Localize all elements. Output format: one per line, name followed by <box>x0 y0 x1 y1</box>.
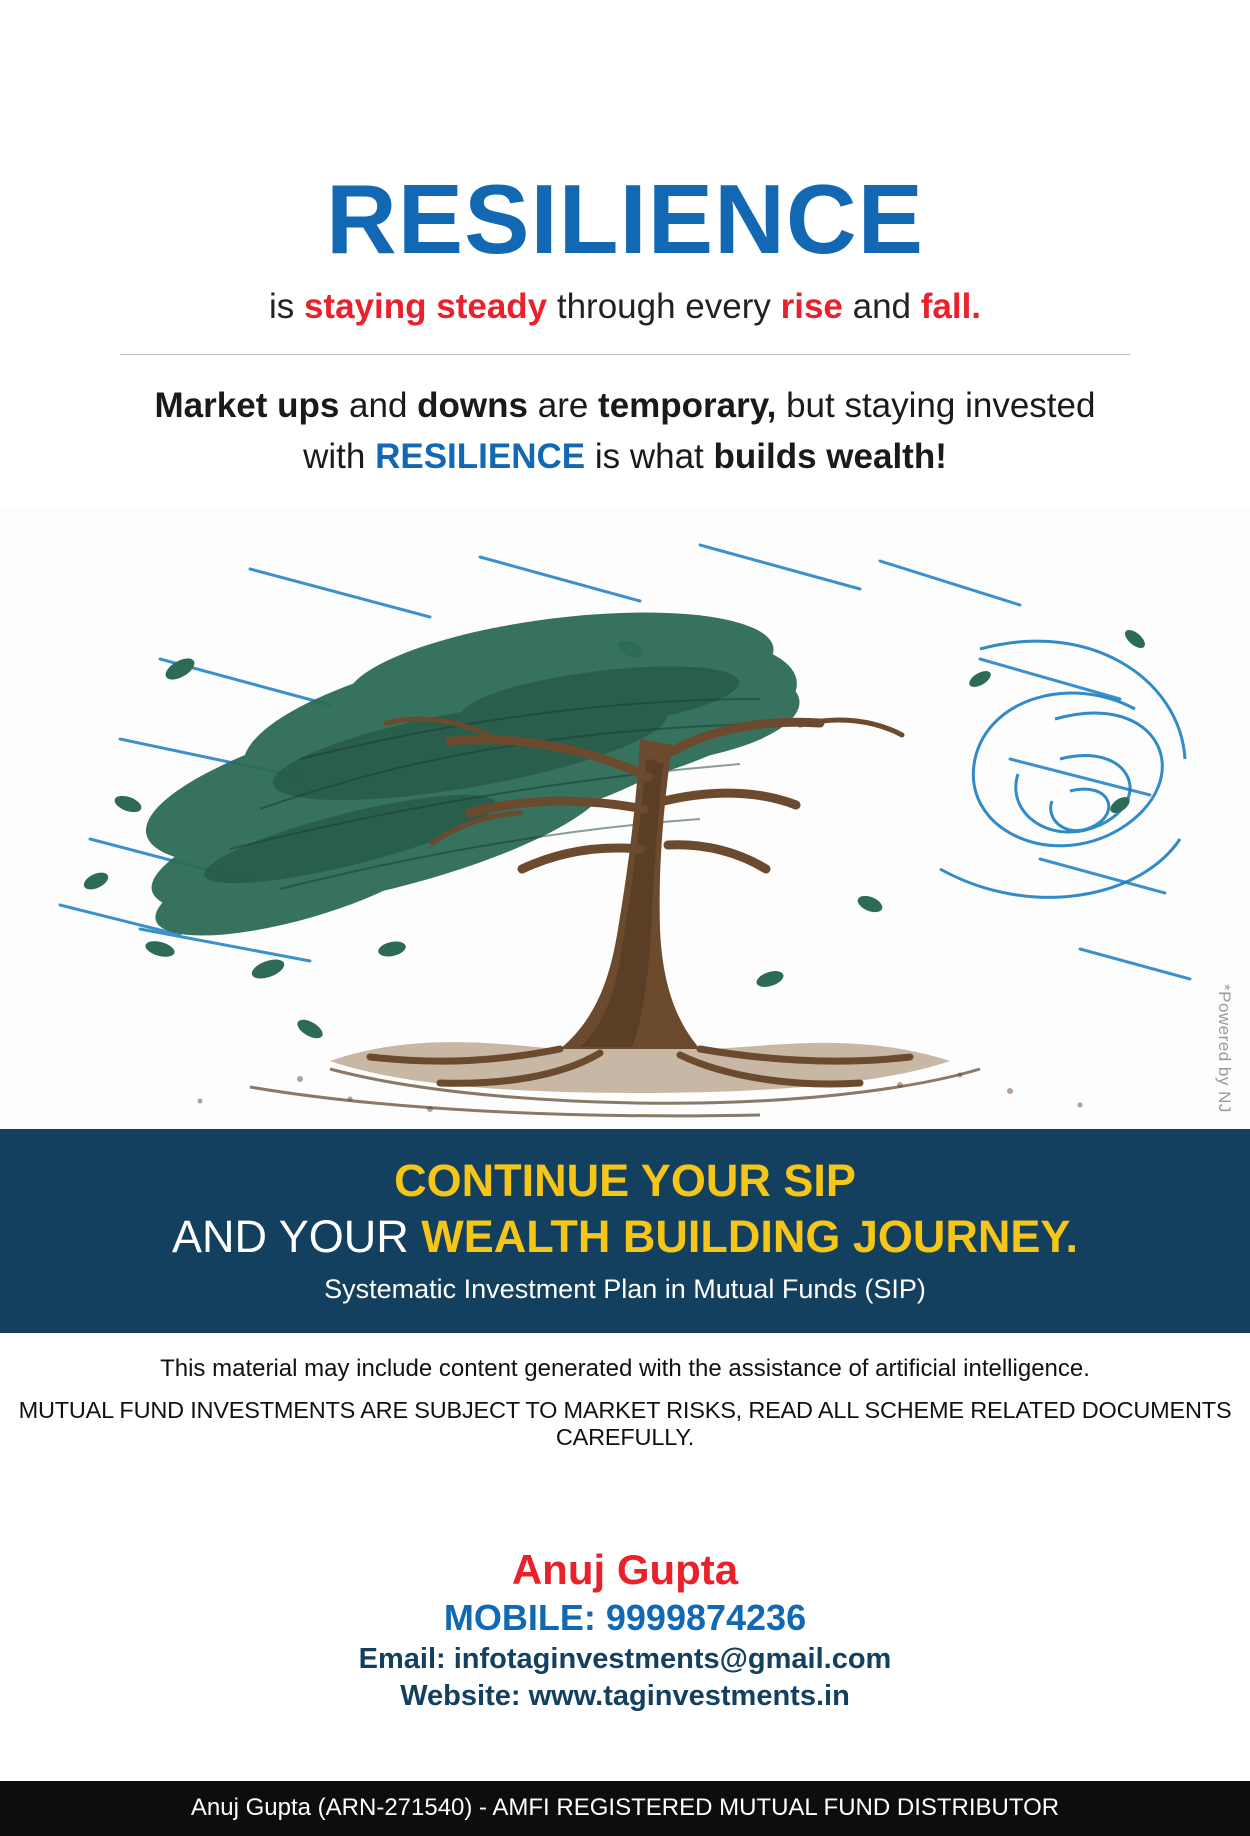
support-line-1 <box>95 381 1155 432</box>
support-bold-temporary: temporary, <box>598 386 777 425</box>
artwork-panel <box>0 509 1250 1129</box>
cta-band <box>0 1129 1250 1334</box>
page-title: RESILIENCE <box>325 164 925 274</box>
tagline-part-1: is <box>268 287 304 326</box>
tagline-part-3: through every <box>547 287 781 326</box>
support-bold-resilience: RESILIENCE <box>375 436 586 476</box>
disclaimer-section <box>0 1355 1250 1451</box>
tagline-part-2: staying steady <box>303 287 548 326</box>
cta-subtitle: Systematic Investment Plan in Mutual Funds (SIP) <box>324 1274 926 1305</box>
support-text-are: are <box>528 386 599 425</box>
risk-disclaimer: MUTUAL FUND INVESTMENTS ARE SUBJECT TO MARKET RISKS, READ ALL SCHEME RELATED DOCUMENTS CAREFULLY. <box>18 1397 1232 1451</box>
headline-section <box>0 0 1250 355</box>
ai-disclaimer: This material may include content generated with the assistance of artificial intelligence. <box>160 1355 1090 1383</box>
support-text-with: with <box>303 436 376 476</box>
contact-email[interactable]: Email: infotaginvestments@gmail.com <box>358 1643 892 1676</box>
support-line-2 <box>95 432 1155 483</box>
support-bold-downs: downs <box>417 386 528 425</box>
tagline-part-4: rise <box>780 287 843 326</box>
artwork-credit: *Powered by NJ <box>1215 983 1234 1113</box>
contact-name: Anuj Gupta <box>511 1546 739 1594</box>
support-text-is-what: is what <box>585 436 714 476</box>
support-bold-market-ups: Market ups <box>154 386 340 425</box>
contact-mobile[interactable]: MOBILE: 9999874236 <box>443 1597 807 1639</box>
support-text-but-staying-invested: but staying invested <box>776 386 1096 425</box>
header-divider <box>120 354 1130 355</box>
footer-bar: Anuj Gupta (ARN-271540) - AMFI REGISTERED MUTUAL FUND DISTRIBUTOR <box>0 1781 1250 1836</box>
tagline-part-6: fall. <box>920 287 982 326</box>
support-copy <box>95 381 1155 483</box>
cta-line-2 <box>0 1210 1250 1264</box>
windswept-tree-icon <box>0 509 1250 1129</box>
contact-section <box>0 1547 1250 1713</box>
tagline <box>0 286 1250 328</box>
cta-line-2-highlight: WEALTH BUILDING JOURNEY. <box>421 1211 1078 1263</box>
support-text-and: and <box>339 386 418 425</box>
cta-line-1: CONTINUE YOUR SIP <box>394 1154 856 1206</box>
cta-line-2-prefix: AND YOUR <box>172 1211 422 1263</box>
tagline-part-5: and <box>842 287 921 326</box>
support-bold-builds-wealth: builds wealth! <box>713 436 947 476</box>
contact-website[interactable]: Website: www.taginvestments.in <box>400 1680 850 1713</box>
